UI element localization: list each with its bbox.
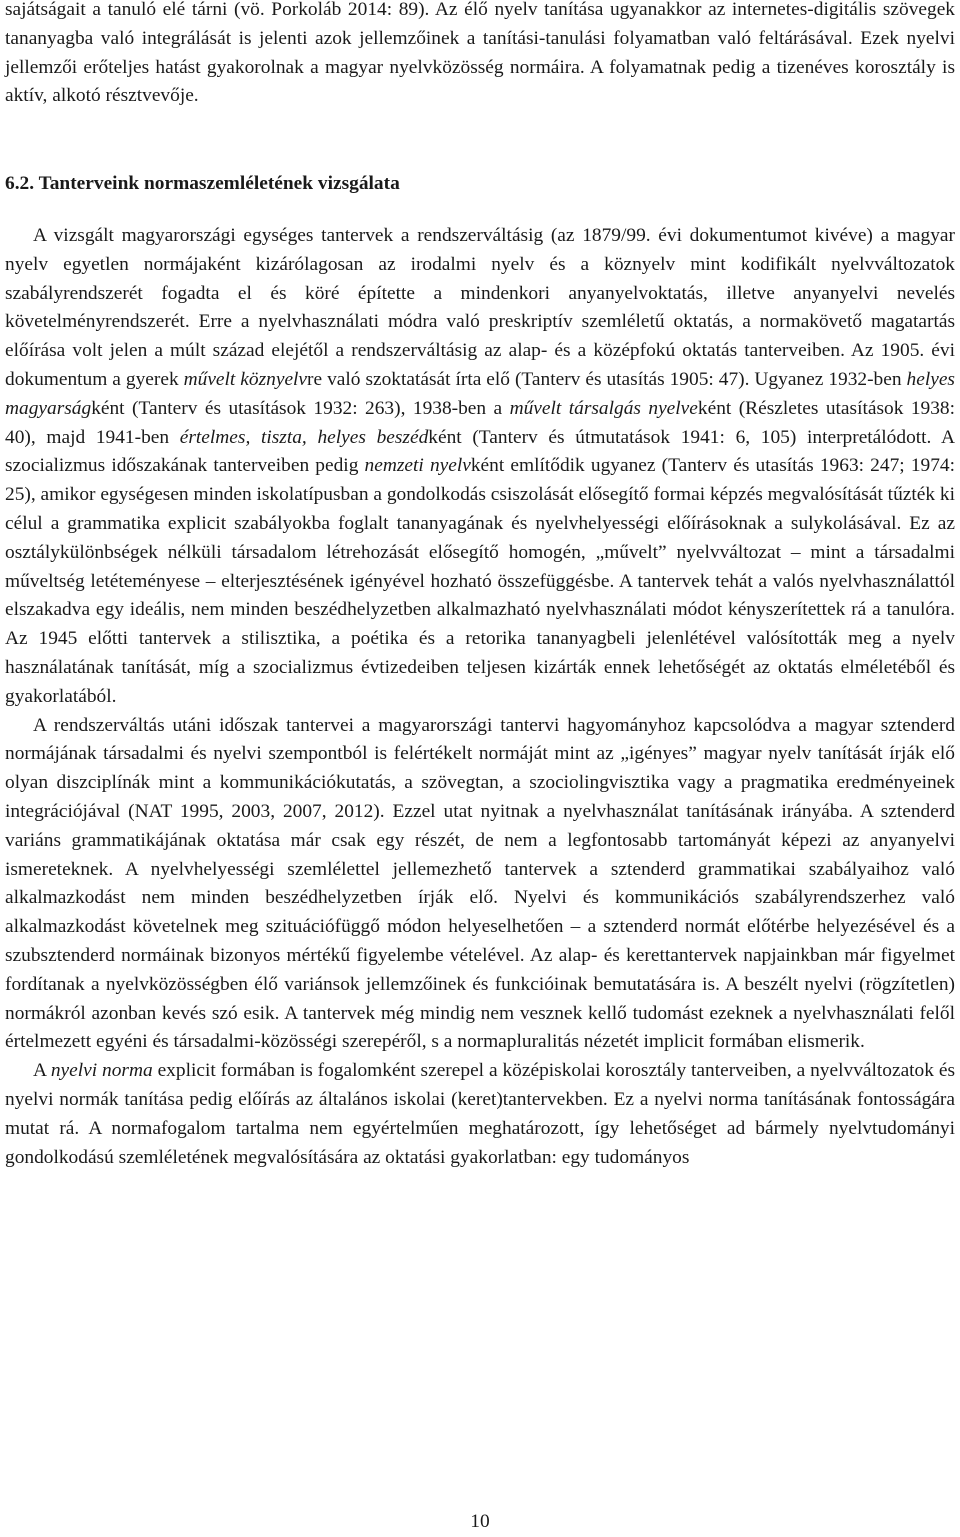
italic-term: nemzeti nyelv: [364, 455, 471, 477]
text-run: explicit formában is fogalomként szerepel a középiskolai korosztály tanterveiben, a nyelvváltozatok és nyelvi normák tanítása pedig előírás az általános iskolai (keret)tantervekben. Ez a nyelvi norma tanításának fontosságára mutat rá. A normafogalom tartalma nem egyértelműen meghatározott, így lehetőséget ad bármely nyelvtudományi gondolkodású szemléletének megvalósítására az oktatási gyakorlatban: egy tudományos: [5, 1060, 956, 1168]
text-run: A: [33, 1060, 51, 1082]
italic-term: nyelvi norma: [50, 1060, 153, 1082]
italic-term: művelt társalgás nyelve: [509, 397, 698, 419]
text-run: ként (Részletes utasítások 1938: 40), majd 1941-ben: [5, 397, 956, 448]
text-run: ként (Tanterv és utasítások 1932: 263), 1938-ben a: [91, 397, 510, 419]
text-run: re való szoktatását írta elő (Tanterv és utasítás 1905: 47). Ugyanez 1932-ben: [307, 368, 907, 390]
text-run: A vizsgált magyarországi egységes tantervek a rendszerváltásig (az 1879/99. évi dokumentumot kivéve) a magyar nyelv egyetlen normájaként kizárólagosan az irodalmi nyelv és a köznyelv mint kodifikált nyelvváltozatok szabályrendszerét fogadta el és köré építette a mindenkori anyanyelvoktatás, illetve anyanyelvi nevelés követelményrendszerét. Erre a nyelvhasználati módra való preskriptív szemléletű oktatás, a normakövető magatartás előírása volt jelen a múlt század elejétől a rendszerváltásig az alap- és a középfokú oktatás tanterveiben. Az 1905. évi dokumentum a gyerek: [5, 225, 955, 390]
page-number: 10: [470, 1511, 490, 1532]
italic-term: helyes magyarság: [5, 368, 955, 419]
italic-term: művelt köznyelv: [183, 368, 308, 390]
document-page: [5, 0, 955, 1537]
paragraph-1: [5, 222, 955, 712]
paragraph-3: [5, 1057, 955, 1172]
section-heading: 6.2. Tanterveink normaszemléletének vizsgálata: [5, 173, 400, 194]
paragraph-2: [5, 712, 955, 1058]
text-run: ként említődik ugyanez (Tanterv és utasítás 1963: 247; 1974: 25), amikor egységesen minden iskolatípusban a gondolkodás csiszolását elősegítő formai képzés megvalósítását tűzték ki célul a grammatika explicit szabályokba foglalt tananyagának és nyelvhelyességi előírásoknak a sulykolásával. Ez az osztálykülönbségek nélküli társadalom létrehozását elősegítő homogén, „művelt” nyelvváltozat – mint a társadalmi műveltség letéteményese – elterjesztésének igényével hozható összefüggésbe. A tantervek tehát a valós nyelvhasználattól elszakadva egy ideális, nem minden beszédhelyzetben alkalmazható nyelvhasználati módot kényszerítettek rá a tanulóra. Az 1945 előtti tantervek a stilisztika, a poétika és a retorika tananyagbeli jelenlétével valósították meg a nyelv használatának tanítását, míg a szocializmus évtizedeiben teljesen kizárták ennek lehetőségét az oktatás elméletéből és gyakorlatából.: [5, 455, 955, 707]
text-run: ként (Tanterv és útmutatások 1941: 6, 105) interpretálódott. A szocializmus időszakának tanterveiben pedig: [5, 426, 956, 477]
text-run: sajátságait a tanuló elé tárni (vö. Porkoláb 2014: 89). Az élő nyelv tanítása ugyanakkor az internetes-digitális szövegek tananyagba való integrálását is jelenti azok jellemzőinek a tanítási-tanulási folyamatban való feltárásával. Ezek nyelvi jellemzői erőteljes hatást gyakorolnak a magyar nyelvközösség normáira. A folyamatnak pedig a tizenéves korosztály is aktív, alkotó résztvevője.: [5, 0, 955, 107]
section-body: [5, 222, 955, 1172]
text-run: A rendszerváltás utáni időszak tantervei a magyarországi tantervi hagyományhoz kapcsolódva a magyar sztenderd normájának társadalmi és nyelvi szempontból is felértékelt normáját mint az „igényes” magyar nyelv tanítását írják elő olyan diszciplínák mint a kommunikációkutatás, a szövegtan, a szociolingvisztika vagy a pragmatika eredményeinek integrációjával (NAT 1995, 2003, 2007, 2012). Ezzel utat nyitnak a nyelvhasználat tanításának irányába. A sztenderd variáns grammatikájának oktatása már csak egy részét, de nem a legfontosabb tartományát képezi az anyanyelvi ismereteknek. A nyelvhelyességi szemlélettel jellemezhető tantervek a sztenderd grammatikai szabályaihoz való alkalmazkodást nem minden beszédhelyzetben írják elő. Nyelvi és kommunikációs szabályrendszerhez való alkalmazkodást követelnek meg szituációfüggő módon helyeselhetően – a sztenderd normát előtérbe helyezésével és a szubsztenderd normáinak bizonyos mértékű figyelembe vételével. Az alap- és kerettantervek napjainkban már figyelmet fordítanak a nyelvközösségben élő variánsok jellemzőinek és funkcióinak bemutatására is. A beszélt nyelvi (rögzítetlen) normákról azonban kevés szó esik. A tantervek még mindig nem vesznek kellő tudomást ezeknek a nyelvhasználati felől értelmezett egyéni és társadalmi-közösségi szerepéről, s a normapluralitás nézetét implicit formában elismerik.: [5, 714, 955, 1053]
italic-term: értelmes, tiszta, helyes beszéd: [179, 426, 429, 448]
paragraph-continued: [5, 0, 955, 111]
